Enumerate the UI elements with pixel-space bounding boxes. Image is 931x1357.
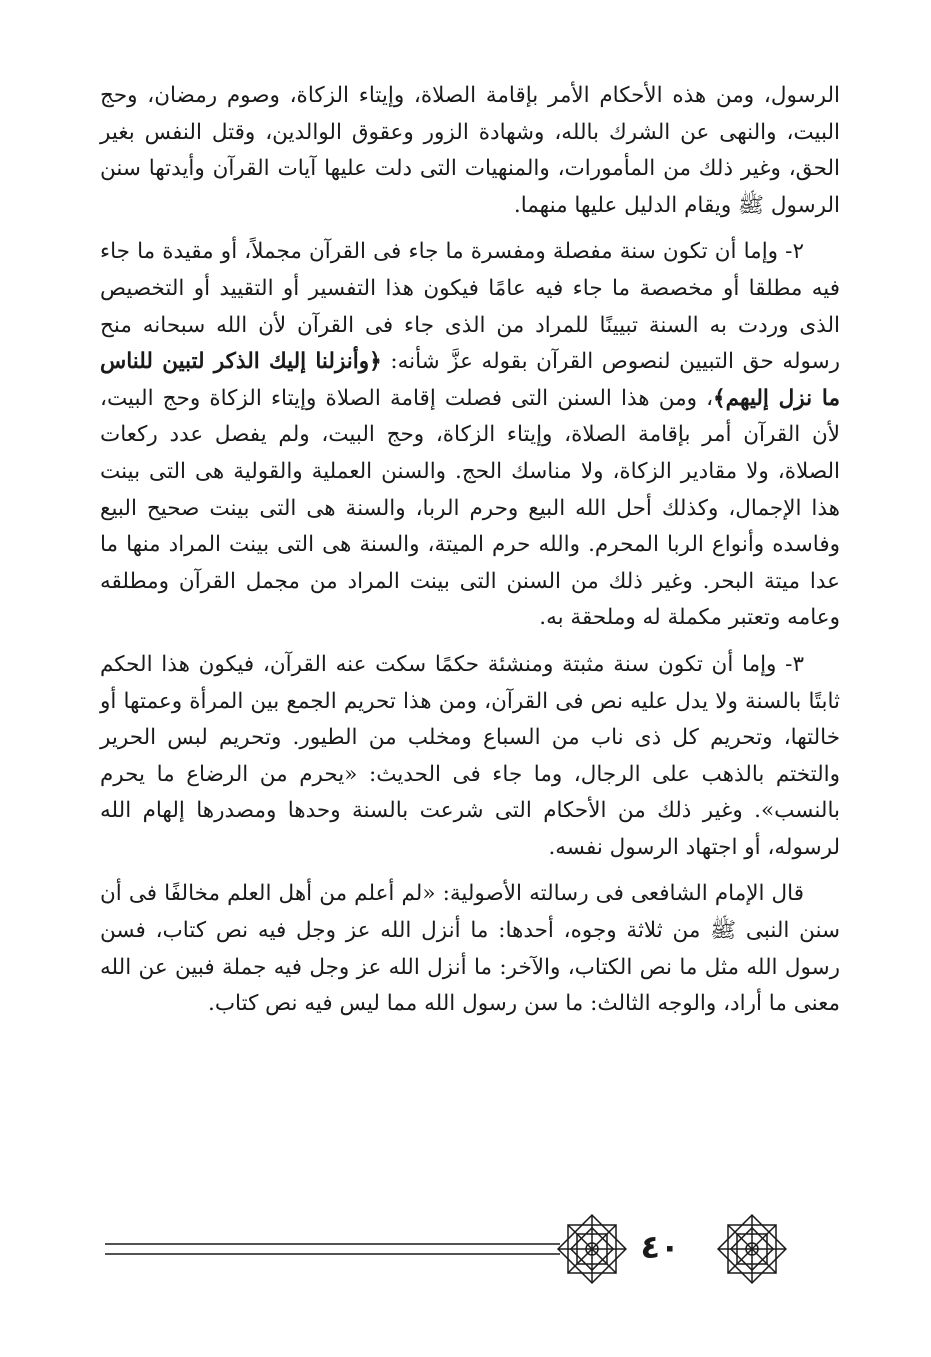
paragraph-1: الرسول، ومن هذه الأحكام الأمر بإقامة الصلاة، وإيتاء الزكاة، وصوم رمضان، وحج البيت، والنهى عن الشرك بالله، وشهادة الزور وعقوق الوالدين، وقتل النفس بغير الحق، وغير ذلك من المأمورات، والمنهيات التى دلت عليها آيات القرآن وأيدتها سنن الرسول ﷺ ويقام الدليل عليها منهما. [100,83,840,218]
page-number: ٤٠ [640,1228,680,1266]
star-ornament-left-icon [558,1215,626,1283]
quran-verse: ﴿وأنزلنا إليك الذكر لتبين للناس ما نزل إليهم﴾ [100,349,840,411]
paragraph-2-intro: ٢- وإما أن تكون سنة مفصلة ومفسرة ما جاء فى القرآن مجملاً، أو مقيدة ما جاء فيه مطلقا أو مخصصة ما جاء فيه عامًا فيكون هذا التفسير أو التقييد أو التخصيص الذى وردت به السنة تبيينًا للمراد من الذى جاء فى القرآن لأن الله سبحانه منح رسوله حق التبيين لنصوص القرآن بقوله عزَّ شأنه: [100,239,841,375]
paragraph-4: قال الإمام الشافعى فى رسالته الأصولية: «لم أعلم من أهل العلم مخالفًا فى أن سنن النبى ﷺ من ثلاثة وجوه، أحدها: ما أنزل الله عز وجل فيه نص كتاب، فسن رسول الله مثل ما نص الكتاب، والآخر: ما أنزل الله عز وجل فيه جملة فبين عن الله معنى ما أراد، والوجه الثالث: ما سن رسول الله مما ليس فيه نص كتاب. [100,881,840,1017]
body-text [100,78,840,1033]
footer-ornament [0,1210,931,1290]
star-ornament-right-icon [718,1215,786,1283]
page-footer [0,1210,931,1290]
paragraph-3: ٣- وإما أن تكون سنة مثبتة ومنشئة حكمًا سكت عنه القرآن، فيكون هذا الحكم ثابتًا بالسنة ولا يدل عليه نص فى القرآن، ومن هذا تحريم الجمع بين المرأة وعمتها أو خالتها، وتحريم كل ذى ناب من السباع ومخلب من الطيور. وتحريم لبس الحرير والتختم بالذهب على الرجال، وما جاء فى الحديث: «يحرم من الرضاع ما يحرم بالنسب». وغير ذلك من الأحكام التى شرعت بالسنة وحدها ومصدرها إلهام الله لرسوله، أو اجتهاد الرسول نفسه. [100,651,840,860]
paragraph-2 [100,234,840,637]
paragraph-2-rest: ، ومن هذا السنن التى فصلت إقامة الصلاة وإيتاء الزكاة وحج البيت، لأن القرآن أمر بإقامة الصلاة، وإيتاء الزكاة، وحج البيت، ولم يفصل عدد ركعات الصلاة، ولا مقادير الزكاة، ولا مناسك الحج. والسنن العملية والقولية هى التى بينت هذا الإجمال، وكذلك أحل الله البيع وحرم الربا، والسنة هى التى بينت صحيح البيع وفاسده وأنواع الربا المحرم. والله حرم الميتة، والسنة هى التى بينت المراد منها ما عدا ميتة البحر. وغير ذلك من السنن التى بينت المراد من مجمل القرآن ومطلقه وعامه وتعتبر مكملة له وملحقة به. [100,385,840,631]
